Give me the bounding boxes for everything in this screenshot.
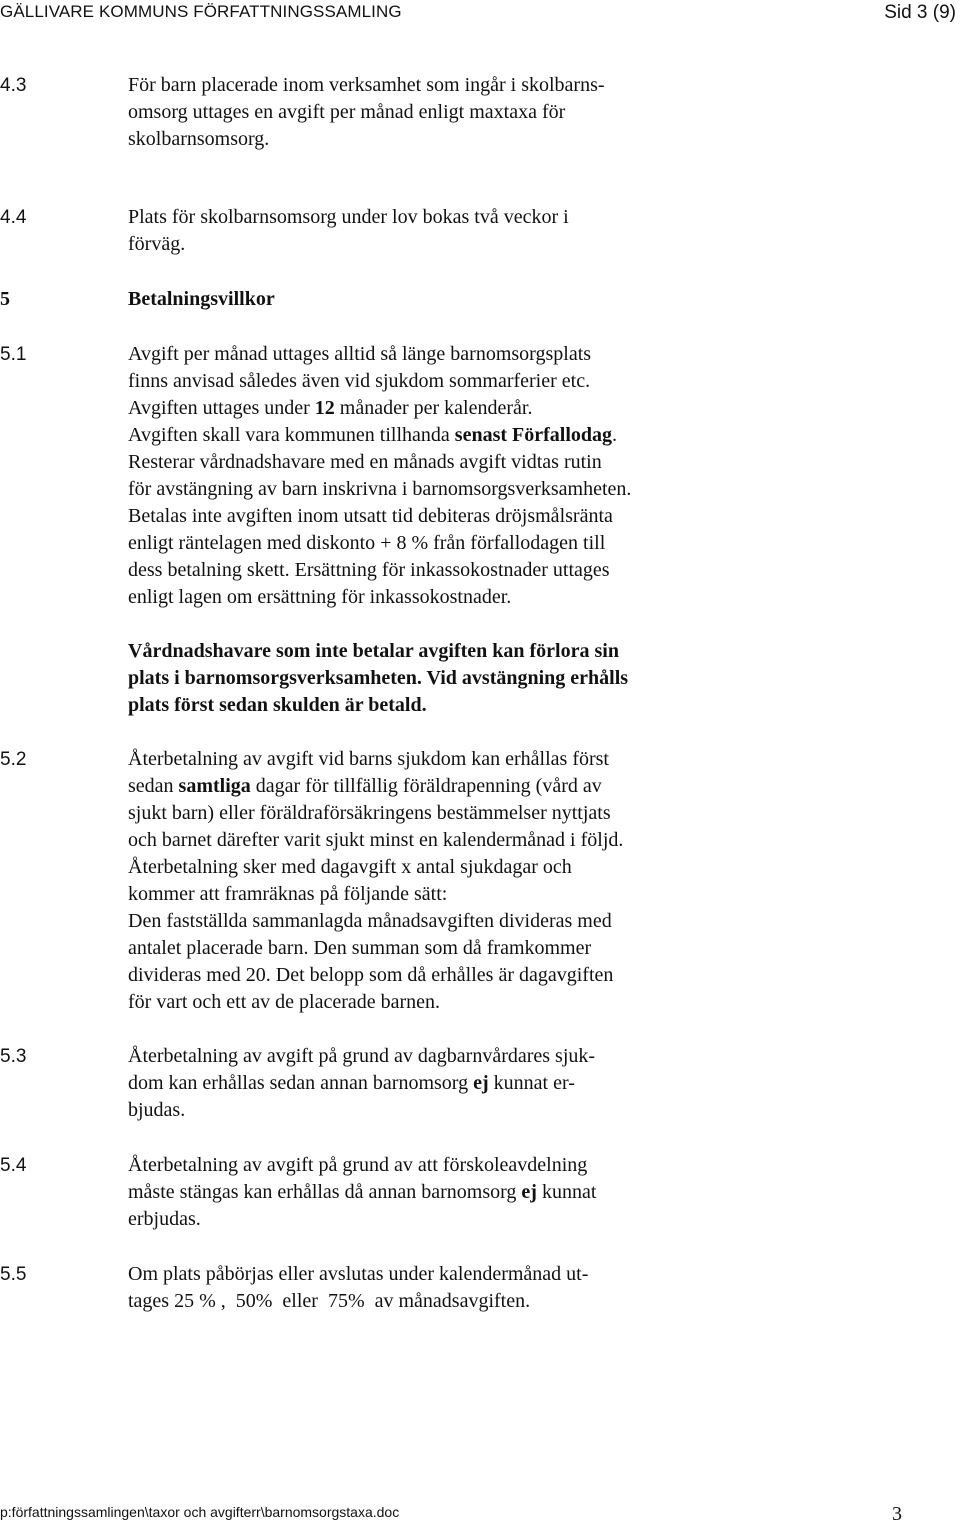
text-line: Återbetalning sker med dagavgift x antal sjukdagar och — [128, 856, 572, 878]
text-line: Återbetalning av avgift på grund av att förskoleavdelning — [128, 1154, 588, 1176]
section-number: 5.3 — [0, 1046, 27, 1067]
text-line: finns anvisad således även vid sjukdom sommarferier etc. — [128, 370, 591, 392]
text-line: antalet placerade barn. Den summan som då framkommer — [128, 937, 592, 959]
section-text — [128, 746, 728, 1016]
text-line: Avgiften uttages under 12 månader per kalenderår. — [128, 397, 533, 419]
warning-text — [128, 638, 728, 719]
text-line: enligt räntelagen med diskonto + 8 % från förfallodagen till — [128, 532, 606, 554]
text-line: Återbetalning av avgift på grund av dagbarnvårdares sjuk- — [128, 1045, 596, 1067]
text-line: för vart och ett av de placerade barnen. — [128, 991, 441, 1013]
text-line: Avgiften skall vara kommunen tillhanda senast Förfallodag. — [128, 424, 617, 446]
section-text — [128, 341, 728, 611]
text-line: För barn placerade inom verksamhet som ingår i skolbarns- — [128, 74, 605, 96]
text-line: Den fastställda sammanlagda månadsavgiften divideras med — [128, 910, 612, 932]
file-path-footer: p:författningssamlingen\taxor och avgifterr\barnomsorgstaxa.doc — [0, 1504, 400, 1520]
section-text — [128, 72, 728, 153]
text-line: tages 25 % , 50% eller 75% av månadsavgiften. — [128, 1290, 531, 1312]
section-text — [128, 204, 728, 258]
text-line: och barnet därefter varit sjukt minst en kalendermånad i följd. — [128, 829, 624, 851]
text-line: erbjudas. — [128, 1208, 201, 1230]
text-line: dom kan erhållas sedan annan barnomsorg ej kunnat er- — [128, 1072, 575, 1094]
due-date-emphasis: senast Förfallodag — [454, 424, 612, 446]
section-text — [128, 1043, 728, 1124]
text-line: bjudas. — [128, 1099, 186, 1121]
text-line: divideras med 20. Det belopp som då erhålles är dagavgiften — [128, 964, 614, 986]
text-line: Återbetalning av avgift vid barns sjukdom kan erhållas först — [128, 748, 609, 770]
section-number: 5.4 — [0, 1155, 27, 1176]
section-text — [128, 1152, 728, 1233]
text-line: måste stängas kan erhållas då annan barnomsorg ej kunnat — [128, 1181, 597, 1203]
section-heading: Betalningsvillkor — [128, 288, 275, 310]
section-number: 5.1 — [0, 344, 27, 365]
section-number: 5.5 — [0, 1264, 27, 1285]
text-line: Betalas inte avgiften inom utsatt tid debiteras dröjsmålsränta — [128, 505, 613, 527]
text-line: dess betalning skett. Ersättning för inkassokostnader uttages — [128, 559, 610, 581]
text-line: sjukt barn) eller föräldraförsäkringens bestämmelser nyttjats — [128, 802, 611, 824]
text-line: kommer att framräknas på följande sätt: — [128, 883, 448, 905]
bold-word: samtliga — [178, 775, 251, 797]
text-line: enligt lagen om ersättning för inkassokostnader. — [128, 586, 512, 608]
text-line: Om plats påbörjas eller avslutas under kalendermånad ut- — [128, 1263, 589, 1285]
footer-page-number: 3 — [892, 1503, 902, 1525]
text-line: förväg. — [128, 233, 186, 255]
bold-number: 12 — [314, 397, 335, 419]
section-text — [128, 1261, 728, 1315]
text-line: plats i barnomsorgsverksamheten. Vid avstängning erhålls — [128, 667, 629, 689]
text-line: för avstängning av barn inskrivna i barnomsorgsverksamheten. — [128, 478, 632, 500]
text-line: plats först sedan skulden är betald. — [128, 694, 427, 716]
document-header-title: GÄLLIVARE KOMMUNS FÖRFATTNINGSSAMLING — [0, 2, 402, 21]
text-line: Plats för skolbarnsomsorg under lov bokas två veckor i — [128, 206, 569, 228]
section-number: 4.3 — [0, 75, 27, 96]
bold-word: ej — [521, 1181, 537, 1203]
text-line: Resterar vårdnadshavare med en månads avgift vidtas rutin — [128, 451, 602, 473]
text-line: sedan samtliga dagar för tillfällig föräldrapenning (vård av — [128, 775, 602, 797]
text-line: omsorg uttages en avgift per månad enligt maxtaxa för — [128, 101, 566, 123]
text-line: skolbarnsomsorg. — [128, 128, 270, 150]
bold-word: ej — [473, 1072, 489, 1094]
section-number: 5 — [0, 288, 10, 310]
section-number: 5.2 — [0, 749, 27, 770]
page-indicator: Sid 3 (9) — [884, 2, 956, 23]
section-number: 4.4 — [0, 207, 27, 228]
text-line: Vårdnadshavare som inte betalar avgiften kan förlora sin — [128, 640, 619, 662]
text-line: Avgift per månad uttages alltid så länge barnomsorgsplats — [128, 343, 592, 365]
